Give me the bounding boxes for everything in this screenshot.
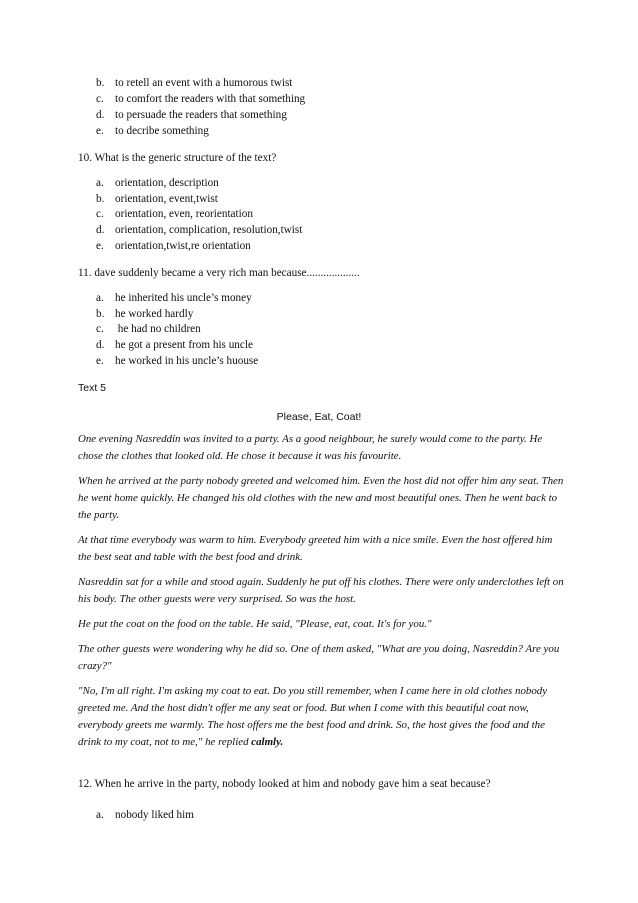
- option: d. to persuade the readers that something: [96, 109, 287, 121]
- option: a. he inherited his uncle’s money: [96, 292, 252, 304]
- option: a. orientation, description: [96, 177, 219, 189]
- option: c. to comfort the readers with that something: [96, 93, 306, 105]
- option: d. he got a present from his uncle: [96, 339, 253, 351]
- question-12: 12. When he arrive in the party, nobody looked at him and nobody gave him a seat because?: [78, 778, 491, 790]
- option: e. orientation,twist,re orientation: [96, 240, 251, 252]
- section-label: Text 5: [78, 382, 107, 394]
- option: d. orientation, complication, resolution,twist: [96, 224, 303, 236]
- paragraph: The other guests were wondering why he did so. One of them asked, "What are you doing, Nasreddin? Are you crazy?": [78, 643, 560, 672]
- paragraph-last: "No, I'm all right. I'm asking my coat to eat. Do you still remember, when I came here in old clothes nobody greeted me. And the host didn't offer me any seat or food. But when I come with this beautiful coat now, everybody greets me warmly. The host offers me the best food and drink. So, the host gives the food and the drink to my coat, not to me," he replied calmly.: [78, 685, 548, 748]
- option: e. to decribe something: [96, 125, 209, 137]
- option: b. he worked hardly: [96, 308, 194, 320]
- paragraph: At that time everybody was warm to him. Everybody greeted him with a nice smile. Even the host offered him the best seat and table with the best food and drink.: [78, 534, 553, 563]
- question-10: 10. What is the generic structure of the text?: [78, 152, 277, 164]
- option: e. he worked in his uncle’s huouse: [96, 355, 259, 367]
- option: b. orientation, event,twist: [96, 193, 218, 205]
- paragraph: Nasreddin sat for a while and stood again. Suddenly he put off his clothes. There were only underclothes left on his body. The other guests were very surprised. So was the host.: [78, 576, 564, 605]
- paragraph: One evening Nasreddin was invited to a party. As a good neighbour, he surely would come to the party. He chose the clothes that looked old. He chose it because it was his favourite.: [78, 433, 543, 462]
- story-title: Please, Eat, Coat!: [276, 411, 362, 423]
- emphasis-word: calmly.: [251, 736, 284, 748]
- paragraph: He put the coat on the food on the table. He said, "Please, eat, coat. It's for you.": [78, 618, 432, 630]
- option: b. to retell an event with a humorous twist: [96, 77, 293, 89]
- question-11: 11. dave suddenly became a very rich man because...................: [78, 267, 360, 279]
- option: c. he had no children: [96, 323, 201, 335]
- option: c. orientation, even, reorientation: [96, 208, 253, 220]
- option: a. nobody liked him: [96, 809, 194, 821]
- paragraph: When he arrived at the party nobody greeted and welcomed him. Even the host did not offer him any seat. Then he went home quickly. He changed his old clothes with the new and most beautiful ones. Then he went back to the party.: [78, 475, 564, 521]
